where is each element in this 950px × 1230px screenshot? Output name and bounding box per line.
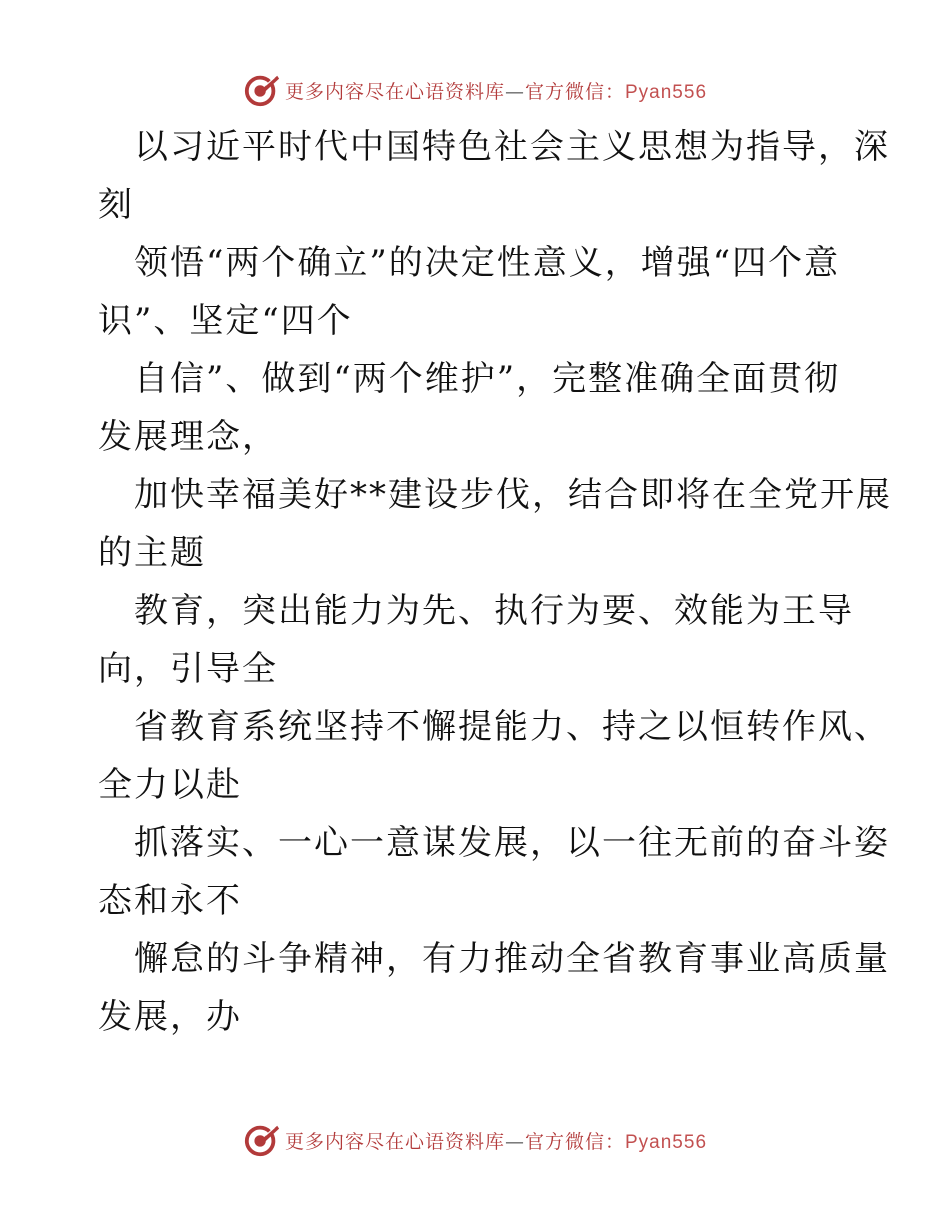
paragraph — [98, 582, 858, 698]
pen-nib-circle-logo-icon — [243, 71, 281, 109]
footer-separator: — — [504, 1130, 525, 1153]
pen-nib-circle-logo-icon — [243, 1121, 281, 1159]
header-brand-text: 更多内容尽在心语资料库 — [284, 80, 505, 103]
paragraph-line: 以习近平时代中国特色社会主义思想为指导，深 — [134, 127, 890, 167]
paragraph-line: 抓落实、一心一意谋发展，以一往无前的奋斗姿 — [134, 823, 890, 863]
paragraph — [98, 234, 858, 350]
paragraph — [98, 814, 890, 930]
paragraph — [98, 350, 858, 466]
header-separator: — — [504, 80, 525, 103]
paragraph-line: 发展理念， — [98, 417, 278, 457]
footer-wechat-id: Pyan556 — [625, 1131, 708, 1153]
header-banner-text — [285, 77, 707, 104]
paragraph — [98, 466, 892, 582]
document-body — [98, 118, 892, 1046]
paragraph-line: 教育，突出能力为先、执行为要、效能为王导 — [134, 591, 854, 631]
paragraph-line: 态和永不 — [98, 881, 242, 921]
paragraph-line: 懈怠的斗争精神，有力推动全省教育事业高质量 — [134, 939, 890, 979]
paragraph-line: 的主题 — [98, 533, 206, 573]
header-wechat-id: Pyan556 — [625, 81, 708, 103]
footer-wechat-label: 官方微信： — [524, 1130, 625, 1153]
paragraph — [98, 698, 890, 814]
paragraph-line: 领悟“两个确立”的决定性意义，增强“四个意 — [134, 243, 841, 283]
paragraph-line: 发展，办 — [98, 997, 242, 1037]
paragraph-line: 向，引导全 — [98, 649, 278, 689]
footer-banner-text — [285, 1127, 707, 1154]
footer-brand-text: 更多内容尽在心语资料库 — [284, 1130, 505, 1153]
header-banner — [0, 70, 950, 110]
paragraph-line: 识”、坚定“四个 — [98, 301, 353, 341]
paragraph — [98, 930, 890, 1046]
header-wechat-label: 官方微信： — [524, 80, 625, 103]
paragraph-line: 全力以赴 — [98, 765, 242, 805]
footer-banner — [0, 1120, 950, 1160]
paragraph — [98, 118, 890, 234]
paragraph-line: 加快幸福美好**建设步伐，结合即将在全党开展 — [134, 475, 892, 515]
paragraph-line: 自信”、做到“两个维护”，完整准确全面贯彻 — [134, 359, 841, 399]
paragraph-line: 省教育系统坚持不懈提能力、持之以恒转作风、 — [134, 707, 890, 747]
paragraph-line: 刻 — [98, 185, 134, 225]
